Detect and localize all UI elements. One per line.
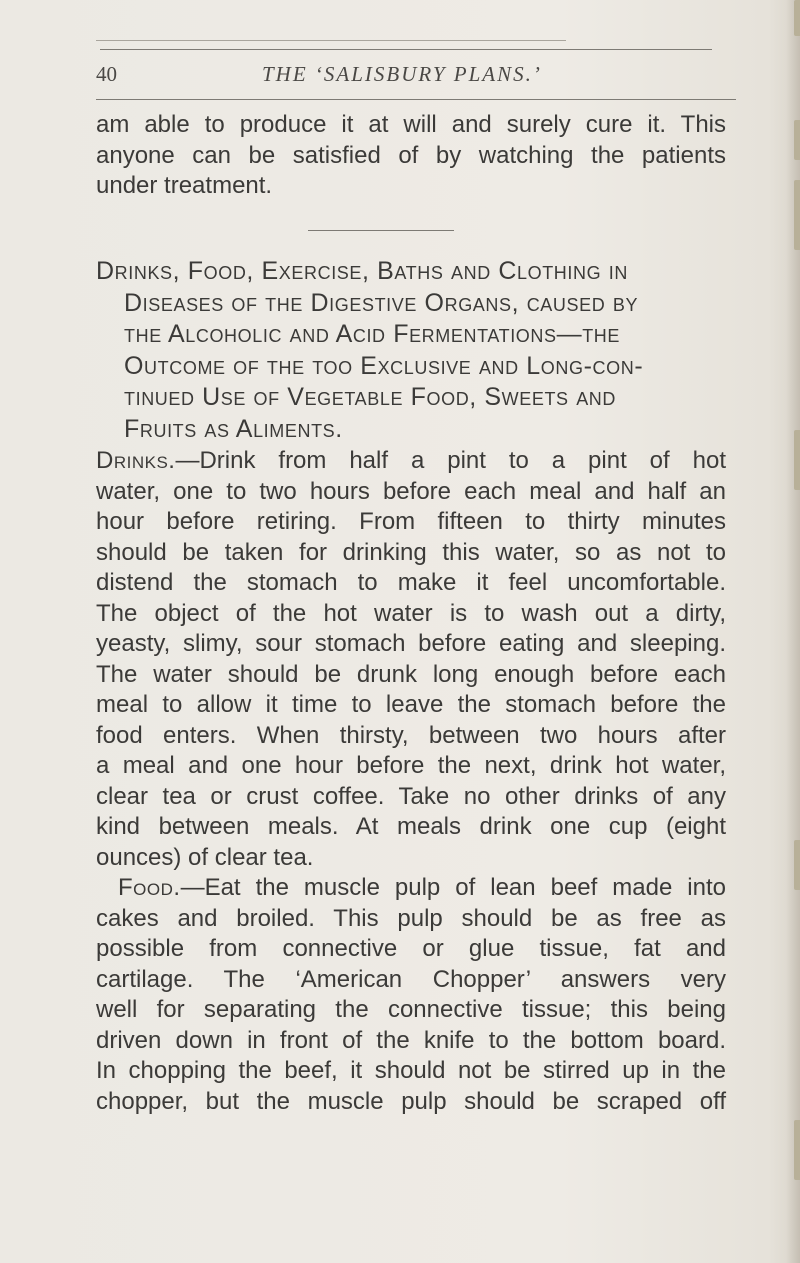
text-line: meal to allow it time to leave the stomach before the [96,691,726,718]
header-rule [96,99,736,100]
drinks-first-line: —Drink from half a pint to a pint of hot [175,447,726,474]
page-edge-tab [794,430,800,490]
text-line: The water should be drunk long enough before each [96,660,726,688]
drinks-paragraph [96,446,726,873]
running-title: THE ‘SALISBURY PLANS.’ [262,62,542,86]
text-line: am able to produce it at will and surely cure it. This [96,111,726,138]
food-lead-word: Food. [118,874,181,901]
heading-line: tinued Use of Vegetable Food, Sweets and [124,383,617,411]
text-line: hour before retiring. From fifteen to thirty minutes [96,508,726,535]
page-edge-tab [794,180,800,250]
food-first-line: —Eat the muscle pulp of lean beef made into [180,874,726,901]
heading-line: Outcome of the too Exclusive and Long-con- [124,351,644,380]
page-edge-tab [794,120,800,160]
text-line [96,446,726,477]
food-paragraph [96,873,726,1117]
top-rule-faint [96,40,566,41]
text-line: possible from connective or glue tissue, fat and [96,935,726,962]
top-rule [100,49,712,50]
intro-paragraph [96,110,726,202]
text-line: food enters. When thirsty, between two hours after [96,721,726,749]
section-divider [308,230,454,231]
heading-line: Drinks, Food, Exercise, Baths and Clothing in [96,257,628,285]
text-line: The object of the hot water is to wash out a dirty, [96,599,726,627]
text-line: yeasty, slimy, sour stomach before eating and sleeping. [96,630,726,657]
text-line: should be taken for drinking this water, so as not to [96,538,726,566]
heading-line: the Alcoholic and Acid Fermentations—the [124,320,621,348]
text-line: ounces) of clear tea. [96,843,314,871]
text-line: cartilage. The ‘American Chopper’ answers very [96,965,726,993]
text-line: clear tea or crust coffee. Take no other drinks of any [96,782,726,810]
text-line: driven down in front of the knife to the bottom board. [96,1026,726,1054]
running-head [96,62,736,96]
heading-line: Fruits as Aliments. [124,414,343,443]
text-line: anyone can be satisfied of by watching the patients [96,141,726,169]
section-heading [96,256,732,445]
page-edge-tab [794,840,800,890]
page-edge-tab [794,0,800,36]
text-line: kind between meals. At meals drink one cup (eight [96,813,726,840]
drinks-lead-word: Drinks. [96,447,176,474]
text-line: water, one to two hours before each meal and half an [96,477,726,505]
page-edge-tab [794,1120,800,1180]
text-line: chopper, but the muscle pulp should be scraped off [96,1087,726,1115]
text-line: In chopping the beef, it should not be stirred up in the [96,1057,726,1084]
text-line: cakes and broiled. This pulp should be as free as [96,904,726,932]
text-line: under treatment. [96,172,273,199]
heading-line: Diseases of the Digestive Organs, caused by [124,288,639,317]
page-number: 40 [96,62,117,86]
text-line: distend the stomach to make it feel uncomfortable. [96,569,726,596]
text-line: well for separating the connective tissue; this being [96,996,726,1023]
text-line [96,873,726,904]
text-line: a meal and one hour before the next, drink hot water, [96,752,726,779]
